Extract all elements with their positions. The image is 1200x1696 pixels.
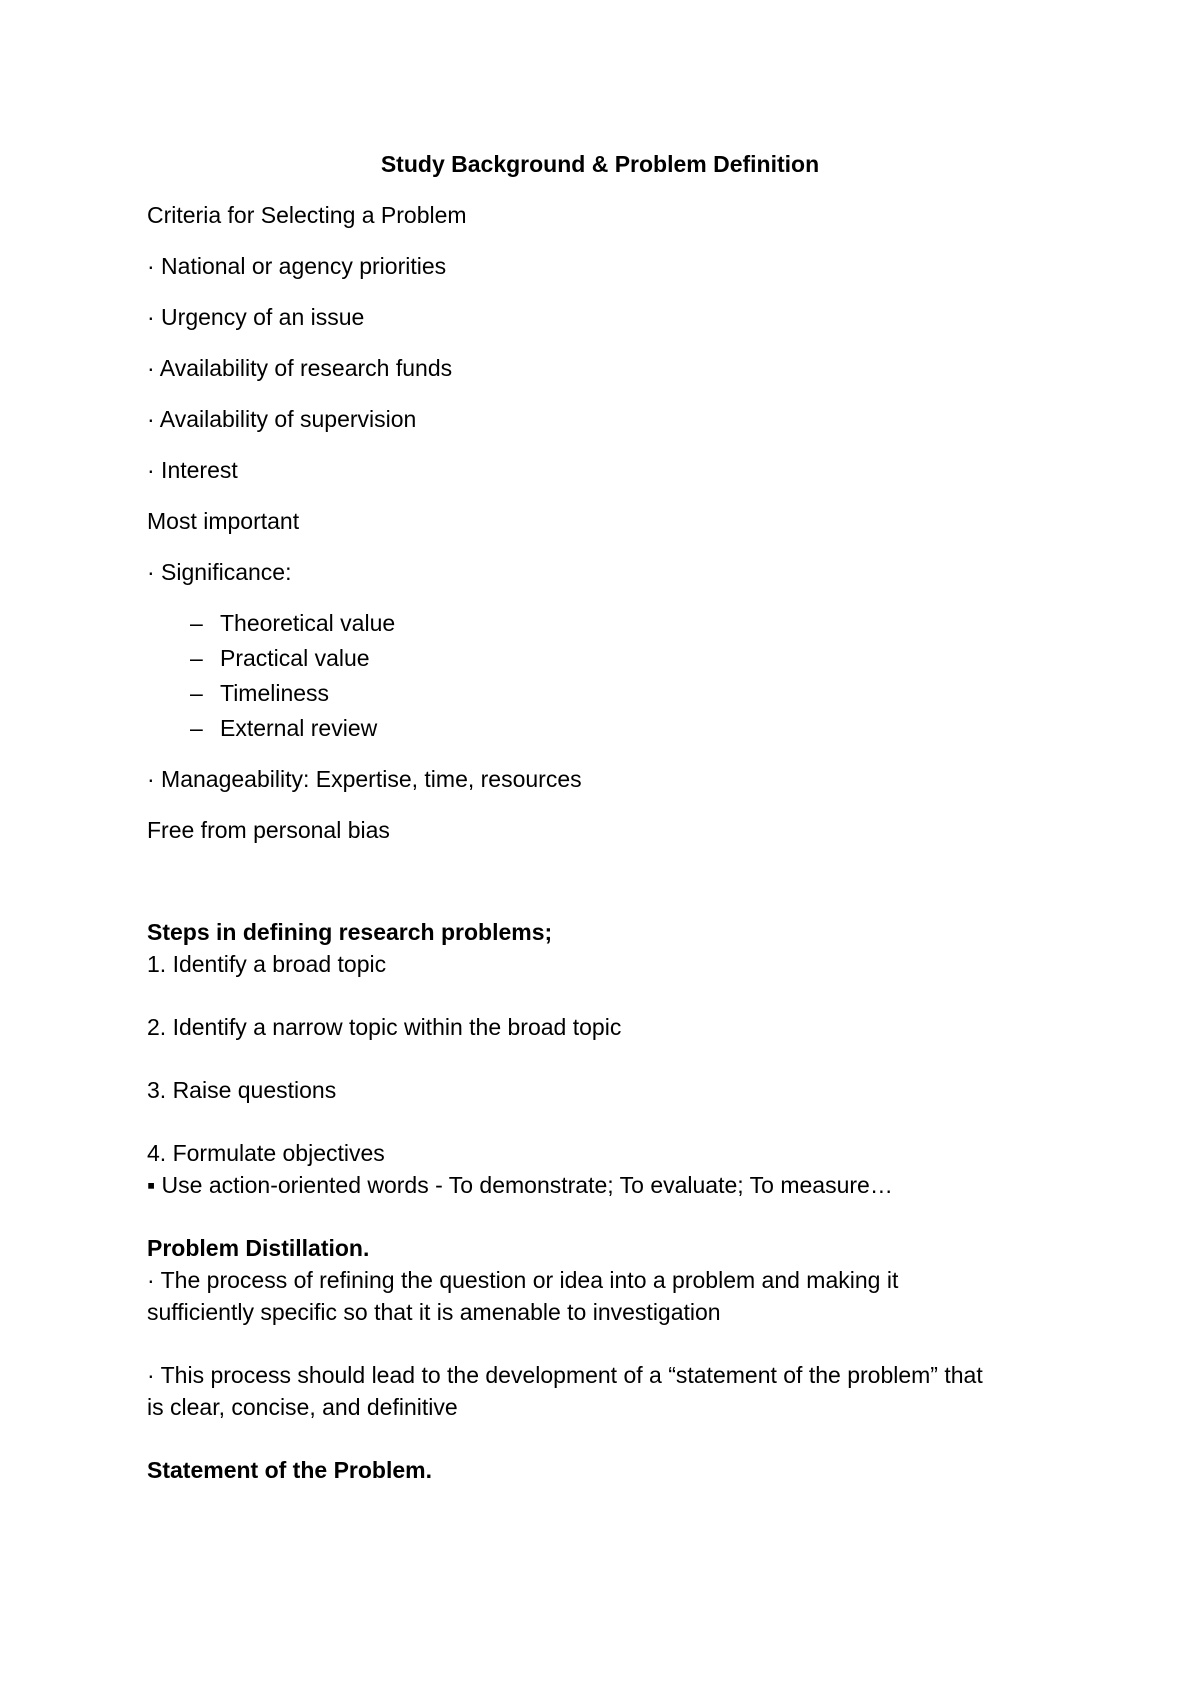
step-item: 3. Raise questions bbox=[147, 1077, 337, 1103]
dash-bullet: – bbox=[190, 645, 203, 671]
significance-sub-item bbox=[190, 677, 329, 709]
page-title: Study Background & Problem Definition bbox=[380, 151, 820, 177]
distillation-paragraph-line: · This process should lead to the development of a “statement of the problem” that bbox=[147, 1362, 983, 1388]
sub-item-text: Timeliness bbox=[220, 680, 330, 706]
sub-item-text: Theoretical value bbox=[220, 610, 396, 636]
manageability-item: · Manageability: Expertise, time, resources bbox=[147, 766, 582, 792]
dash-bullet: – bbox=[190, 715, 203, 741]
dash-bullet: – bbox=[190, 680, 203, 706]
distillation-paragraph-line: · The process of refining the question or idea into a problem and making it bbox=[147, 1267, 899, 1293]
criteria-heading: Criteria for Selecting a Problem bbox=[147, 202, 467, 228]
most-important-label: Most important bbox=[147, 508, 300, 534]
step-item: 4. Formulate objectives bbox=[147, 1140, 385, 1166]
step-item: 1. Identify a broad topic bbox=[147, 951, 387, 977]
dash-bullet: – bbox=[190, 610, 203, 636]
sub-item-text: External review bbox=[220, 715, 378, 741]
criteria-item: · Availability of research funds bbox=[147, 355, 453, 381]
distillation-heading: Problem Distillation. bbox=[147, 1235, 370, 1261]
criteria-item: · Availability of supervision bbox=[147, 406, 417, 432]
significance-item: · Significance: bbox=[147, 559, 292, 585]
statement-heading: Statement of the Problem. bbox=[147, 1457, 432, 1483]
criteria-item: · National or agency priorities bbox=[147, 253, 447, 279]
step-item: 2. Identify a narrow topic within the broad topic bbox=[147, 1014, 622, 1040]
criteria-item: · Urgency of an issue bbox=[147, 304, 365, 330]
action-words-item: ▪ Use action-oriented words - To demonstrate; To evaluate; To measure… bbox=[147, 1172, 893, 1198]
criteria-item: · Interest bbox=[147, 457, 238, 483]
distillation-paragraph-line: sufficiently specific so that it is amenable to investigation bbox=[147, 1299, 721, 1325]
significance-sub-item bbox=[190, 607, 395, 639]
sub-item-text: Practical value bbox=[220, 645, 370, 671]
steps-heading: Steps in defining research problems; bbox=[147, 919, 553, 945]
distillation-paragraph-line: is clear, concise, and definitive bbox=[147, 1394, 458, 1420]
significance-sub-item bbox=[190, 642, 370, 674]
significance-sub-item bbox=[190, 712, 377, 744]
free-bias-text: Free from personal bias bbox=[147, 817, 390, 843]
